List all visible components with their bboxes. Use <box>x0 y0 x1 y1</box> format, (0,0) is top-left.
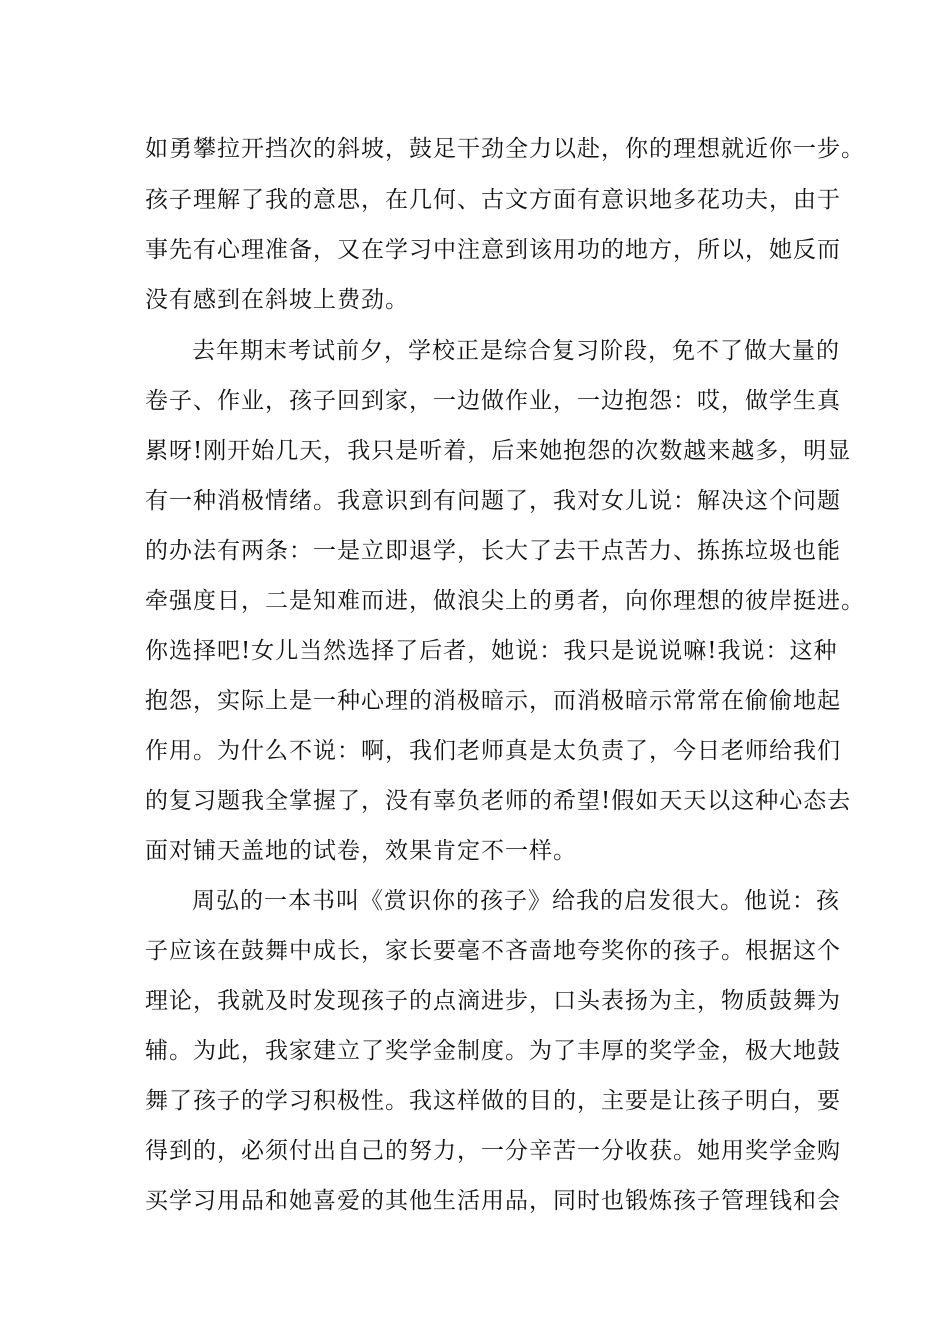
text-line: 孩子理解了我的意思，在几何、古文方面有意识地多花功夫，由于 <box>145 187 841 213</box>
text-line: 累呀!刚开始几天，我只是听着，后来她抱怨的次数越来越多，明显 <box>145 438 852 464</box>
text-line: 得到的，必须付出自己的努力，一分辛苦一分收获。她用奖学金购 <box>145 1138 841 1164</box>
text-line: 面对铺天盖地的试卷，效果肯定不一样。 <box>145 838 577 864</box>
text-line: 的复习题我全掌握了，没有辜负老师的希望!假如天天以这种心态去 <box>145 788 852 814</box>
text-line: 牵强度日，二是知难而进，做浪尖上的勇者，向你理想的彼岸挺进。 <box>145 588 865 614</box>
paragraph-first-line: 周弘的一本书叫《赏识你的孩子》给我的启发很大。他说：孩 <box>192 888 840 914</box>
text-line: 理论，我就及时发现孩子的点滴进步，口头表扬为主，物质鼓舞为 <box>145 988 841 1014</box>
text-line: 卷子、作业，孩子回到家，一边做作业，一边抱怨：哎，做学生真 <box>145 388 841 414</box>
text-line: 有一种消极情绪。我意识到有问题了，我对女儿说：解决这个问题 <box>145 488 841 514</box>
text-line: 舞了孩子的学习积极性。我这样做的目的，主要是让孩子明白，要 <box>145 1088 841 1114</box>
text-line: 事先有心理准备，又在学习中注意到该用功的地方，所以，她反而 <box>145 237 841 263</box>
text-line: 的办法有两条：一是立即退学，长大了去干点苦力、拣拣垃圾也能 <box>145 538 841 564</box>
paragraph-first-line: 去年期末考试前夕，学校正是综合复习阶段，免不了做大量的 <box>192 338 840 364</box>
text-line: 买学习用品和她喜爱的其他生活用品，同时也锻炼孩子管理钱和会 <box>145 1188 841 1214</box>
text-line: 如勇攀拉开挡次的斜坡，鼓足干劲全力以赴，你的理想就近你一步。 <box>145 136 865 162</box>
text-line: 你选择吧!女儿当然选择了后者，她说：我只是说说嘛!我说：这种 <box>145 638 838 664</box>
text-line: 没有感到在斜坡上费劲。 <box>145 287 409 313</box>
text-line: 作用。为什么不说：啊，我们老师真是太负责了，今日老师给我们 <box>145 738 841 764</box>
text-line: 辅。为此，我家建立了奖学金制度。为了丰厚的奖学金，极大地鼓 <box>145 1038 841 1064</box>
text-line: 抱怨，实际上是一种心理的消极暗示，而消极暗示常常在偷偷地起 <box>145 688 841 714</box>
text-line: 子应该在鼓舞中成长，家长要毫不吝啬地夸奖你的孩子。根据这个 <box>145 938 841 964</box>
